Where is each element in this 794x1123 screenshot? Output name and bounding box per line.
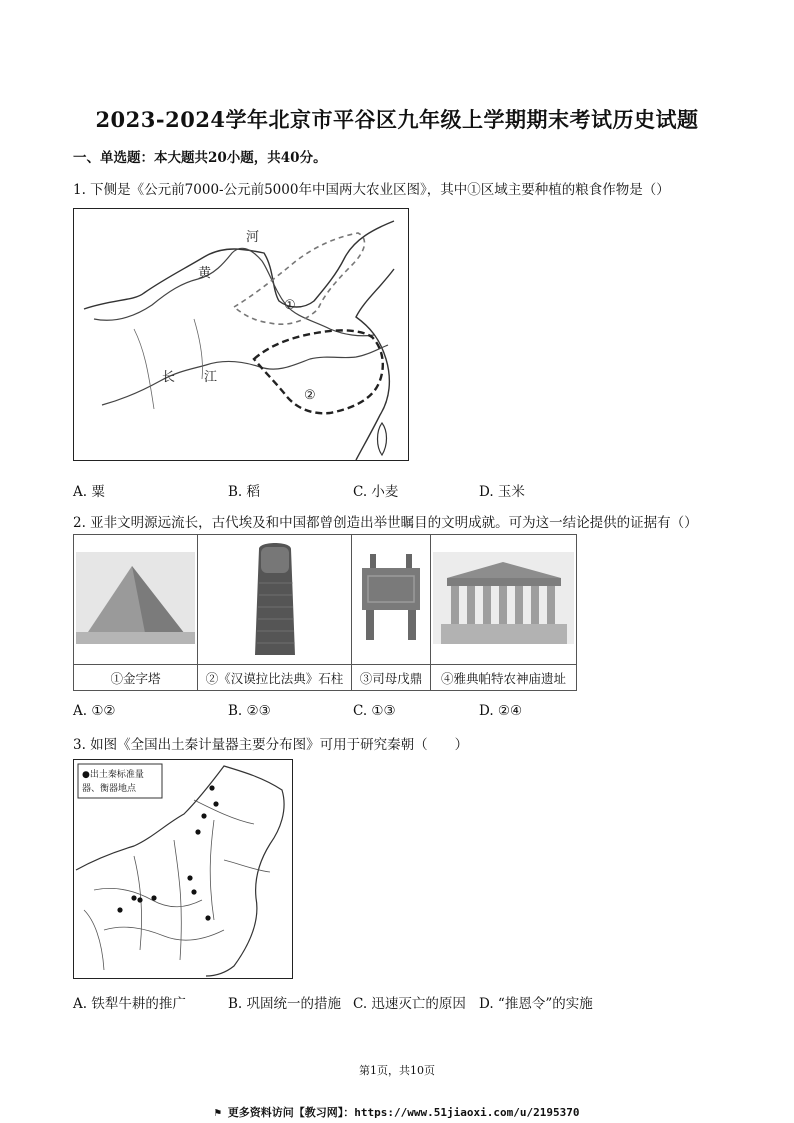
q2-option-b[interactable]: B. ②③ [228,703,271,719]
pyramid-image-cell [74,535,198,665]
caption-parthenon: ④雅典帕特农神庙遗址 [431,665,577,691]
q2-option-c[interactable]: C. ①③ [353,703,396,719]
q2-option-a[interactable]: A. ①② [73,703,116,719]
pyramid-image [76,552,195,644]
hammurabi-stele-image [245,539,305,657]
map-legend-line-2: 器、衡器地点 [82,784,137,794]
map-label-he: 河 [246,230,260,245]
section-heading: 一、单选题：本大题共20小题，共40分。 [73,150,327,166]
map-legend-line-1: ●出土秦标准量 [82,770,144,780]
simuwu-ding-image-cell [352,535,431,665]
question-2-stem: 2. 亚非文明源远流长，古代埃及和中国都曾创造出举世瞩目的文明成就。可为这一结论提供的证据有（） [73,515,698,531]
promo-link[interactable] [0,1104,794,1120]
page-title: 2023-2024学年北京市平谷区九年级上学期期末考试历史试题 [95,107,699,132]
question-1-stem: 1. 下侧是《公元前7000-公元前5000年中国两大农业区图》，其中①区域主要种植的粮食作物是（） [73,182,670,198]
q2-option-d[interactable]: D. ②④ [479,703,523,719]
region-2-boundary [254,330,383,413]
q1-option-c[interactable]: C. 小麦 [353,484,399,500]
flag-icon: ⚑ [214,1106,228,1119]
region-1-boundary [234,233,365,324]
parthenon-image-cell [431,535,577,665]
map-label-chang: 长 [162,370,176,385]
page-number-footer: 第1页，共10页 [359,1064,435,1077]
find-spot-dots [117,785,218,920]
agriculture-map [73,208,409,461]
promo-link-text[interactable]: 更多资料访问【教习网】：https://www.51jiaoxi.com/u/2195370 [227,1106,580,1119]
map-label-region-1: ① [284,298,296,313]
coastline [84,221,394,460]
caption-hammurabi: ②《汉谟拉比法典》石柱 [198,665,352,691]
question-3-stem: 3. 如图《全国出土秦计量器主要分布图》可用于研究秦朝（ ） [73,737,469,753]
simuwu-ding-image [354,552,428,644]
agriculture-map-drawing [74,209,408,460]
yellow-river [94,248,374,335]
hammurabi-stele-image-cell [198,535,352,665]
q3-option-a[interactable]: A. 铁犁牛耕的推广 [73,996,186,1012]
parthenon-image [433,552,574,644]
q1-option-a[interactable]: A. 粟 [73,484,105,500]
qin-measures-map [73,759,293,979]
q1-option-d[interactable]: D. 玉米 [479,484,525,500]
question-2-image-table [73,534,577,691]
q3-option-b[interactable]: B. 巩固统一的措施 [228,996,342,1012]
caption-simuwu-ding: ③司母戊鼎 [352,665,431,691]
q1-option-b[interactable]: B. 稻 [228,484,261,500]
qin-measures-map-drawing [74,760,292,978]
map-label-jiang: 江 [204,370,218,385]
yangtze-river [102,345,388,405]
q3-option-c[interactable]: C. 迅速灭亡的原因 [353,996,466,1012]
q3-option-d[interactable]: D. “推恩令”的实施 [479,996,593,1012]
map-label-region-2: ② [304,388,316,403]
caption-pyramid: ①金字塔 [74,665,198,691]
map-label-huang: 黄 [198,266,212,281]
